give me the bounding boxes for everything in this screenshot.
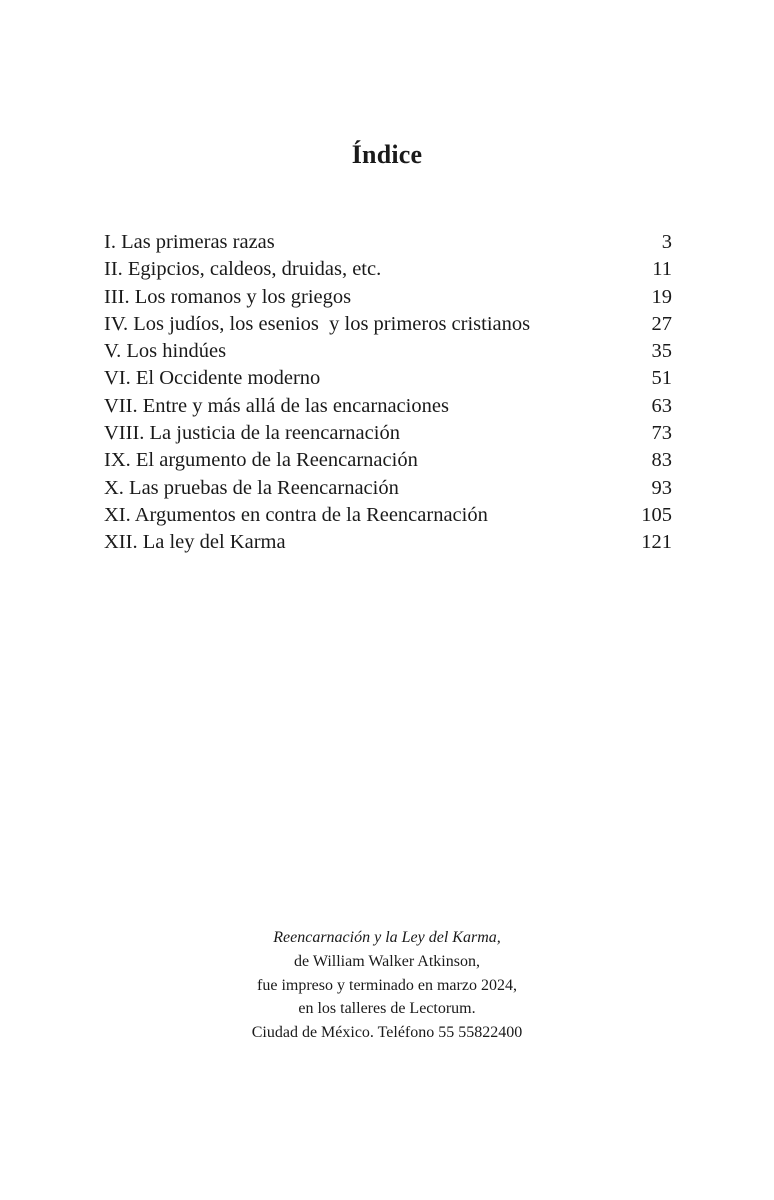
colophon-author: de William Walker Atkinson, — [294, 952, 480, 970]
toc-entry-label: XI. Argumentos en contra de la Reencarnación — [104, 503, 488, 526]
toc-entry — [104, 311, 672, 338]
colophon-address: Ciudad de México. Teléfono 55 55822400 — [251, 1024, 523, 1042]
colophon — [0, 926, 774, 1045]
colophon-workshop: en los talleres de Lectorum. — [298, 1000, 476, 1018]
toc-entry-label: X. Las pruebas de la Reencarnación — [104, 476, 399, 499]
toc-entry-label: XII. La ley del Karma — [104, 531, 286, 554]
table-of-contents — [104, 229, 672, 557]
toc-entry-label: VII. Entre y más allá de las encarnaciones — [104, 394, 449, 417]
toc-entry-label: VIII. La justicia de la reencarnación — [104, 422, 400, 445]
toc-entry-label: II. Egipcios, caldeos, druidas, etc. — [104, 258, 382, 281]
toc-entry-label: V. Los hindúes — [104, 340, 227, 363]
toc-entry-label: IV. Los judíos, los esenios y los primeros cristianos — [104, 312, 531, 335]
toc-entry — [104, 502, 672, 529]
toc-entry-label: III. Los romanos y los griegos — [104, 285, 352, 308]
toc-entry — [104, 475, 672, 502]
toc-entry-page: 11 — [652, 258, 672, 281]
toc-entry-page: 27 — [651, 312, 672, 335]
toc-entry — [104, 284, 672, 311]
toc-entry — [104, 529, 672, 556]
toc-entry-page: 19 — [651, 285, 672, 308]
toc-entry-page: 35 — [651, 340, 672, 363]
toc-entry — [104, 365, 672, 392]
toc-entry — [104, 256, 672, 283]
toc-entry-page: 105 — [641, 503, 672, 526]
toc-entry — [104, 447, 672, 474]
colophon-print-date: fue impreso y terminado en marzo 2024, — [257, 976, 517, 994]
toc-entry — [104, 229, 672, 256]
toc-entry-page: 51 — [651, 367, 672, 390]
toc-entry-page: 73 — [651, 422, 672, 445]
toc-entry-page: 121 — [641, 531, 672, 554]
toc-entry-page: 83 — [651, 449, 672, 472]
page-title: Índice — [351, 140, 423, 169]
toc-entry-label: IX. El argumento de la Reencarnación — [104, 449, 418, 472]
toc-entry-page: 63 — [651, 394, 672, 417]
toc-entry — [104, 393, 672, 420]
toc-entry — [104, 338, 672, 365]
toc-entry-page: 3 — [661, 231, 672, 253]
toc-entry — [104, 420, 672, 447]
toc-entry-label: VI. El Occidente moderno — [104, 367, 321, 390]
toc-entry-page: 93 — [651, 476, 672, 499]
colophon-book-title: Reencarnación y la Ley del Karma, — [273, 929, 501, 946]
toc-entry-label: I. Las primeras razas — [104, 231, 275, 253]
